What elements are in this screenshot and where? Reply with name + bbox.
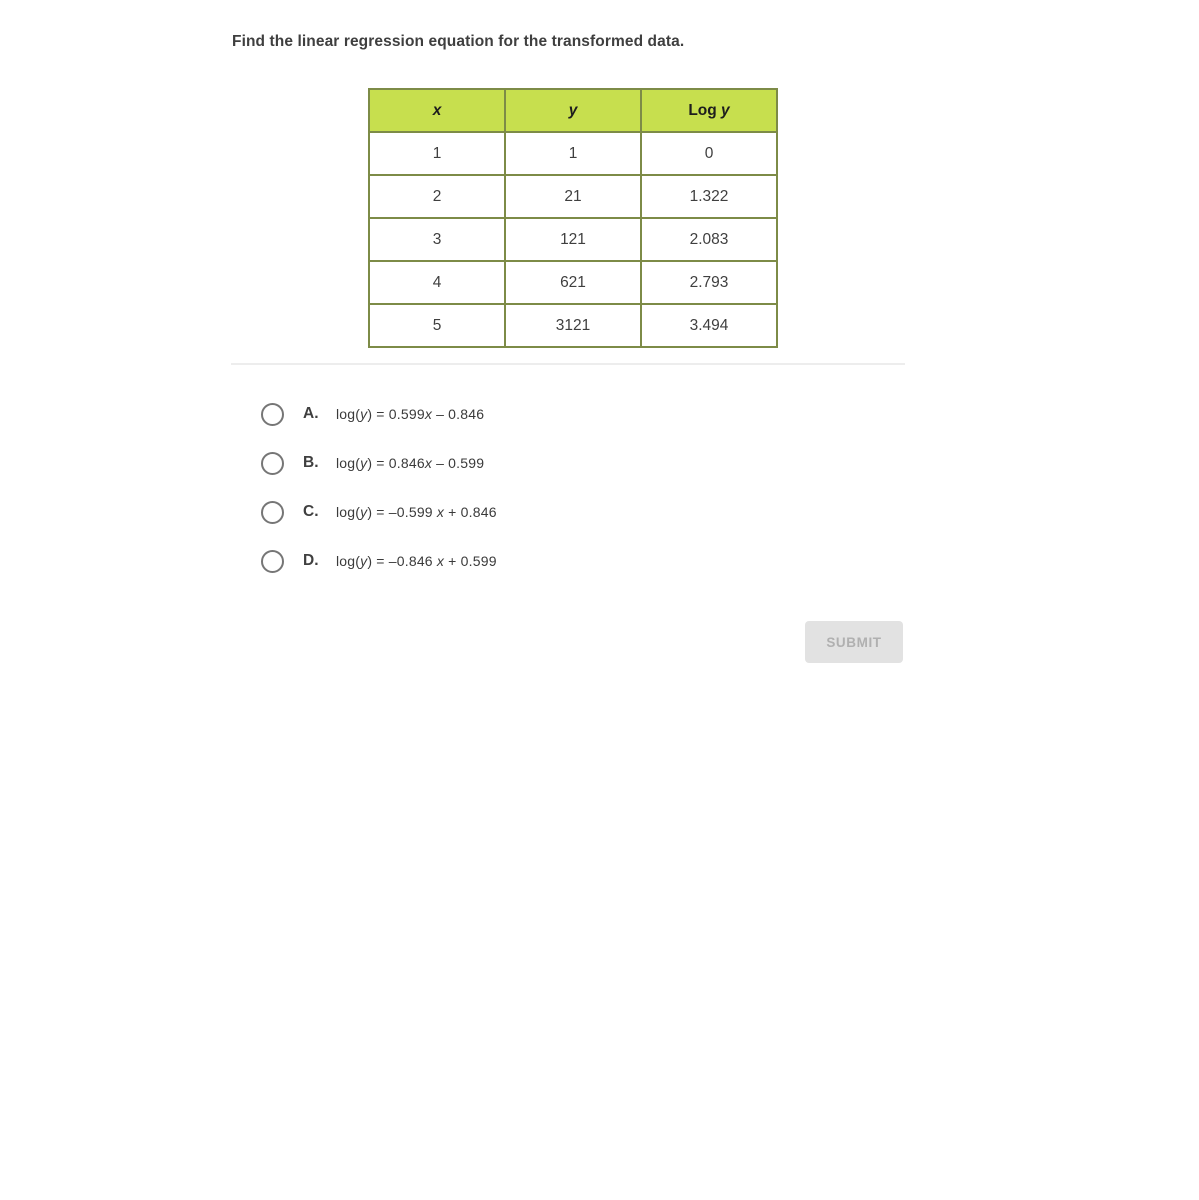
option-d-letter: D.: [303, 552, 319, 569]
table-header-row: [369, 89, 777, 132]
table-cell: 621: [505, 261, 641, 304]
option-c[interactable]: [261, 500, 497, 524]
option-a-equation: log(y) = 0.599x – 0.846: [336, 406, 485, 422]
table-row: [369, 218, 777, 261]
table-cell: 2.083: [641, 218, 777, 261]
option-a-letter: A.: [303, 405, 319, 422]
option-d-radio[interactable]: [261, 550, 284, 573]
table-header-0: x: [369, 89, 505, 132]
table-cell: 121: [505, 218, 641, 261]
table-header-2: Log y: [641, 89, 777, 132]
table-row: [369, 304, 777, 347]
table-row: [369, 261, 777, 304]
option-c-letter: C.: [303, 503, 319, 520]
table-cell: 0: [641, 132, 777, 175]
table-header-1: y: [505, 89, 641, 132]
table-cell: 2.793: [641, 261, 777, 304]
table-cell: 1.322: [641, 175, 777, 218]
table-cell: 3.494: [641, 304, 777, 347]
option-a-radio[interactable]: [261, 403, 284, 426]
table-cell: 4: [369, 261, 505, 304]
submit-button[interactable]: SUBMIT: [805, 621, 903, 663]
option-a[interactable]: [261, 402, 497, 426]
table-cell: 2: [369, 175, 505, 218]
option-d[interactable]: [261, 549, 497, 573]
option-d-equation: log(y) = –0.846 x + 0.599: [336, 553, 497, 569]
option-c-radio[interactable]: [261, 501, 284, 524]
table-cell: 1: [369, 132, 505, 175]
section-divider: [231, 363, 905, 365]
question-title: Find the linear regression equation for the transformed data.: [232, 33, 685, 50]
option-b-equation: log(y) = 0.846x – 0.599: [336, 455, 485, 471]
table-row: [369, 132, 777, 175]
table-cell: 5: [369, 304, 505, 347]
option-c-equation: log(y) = –0.599 x + 0.846: [336, 504, 497, 520]
table-row: [369, 175, 777, 218]
data-table: [368, 88, 778, 348]
table-cell: 3: [369, 218, 505, 261]
answer-options: [261, 402, 497, 598]
option-b-letter: B.: [303, 454, 319, 471]
option-b-radio[interactable]: [261, 452, 284, 475]
table-cell: 21: [505, 175, 641, 218]
table-cell: 3121: [505, 304, 641, 347]
table-cell: 1: [505, 132, 641, 175]
option-b[interactable]: [261, 451, 497, 475]
